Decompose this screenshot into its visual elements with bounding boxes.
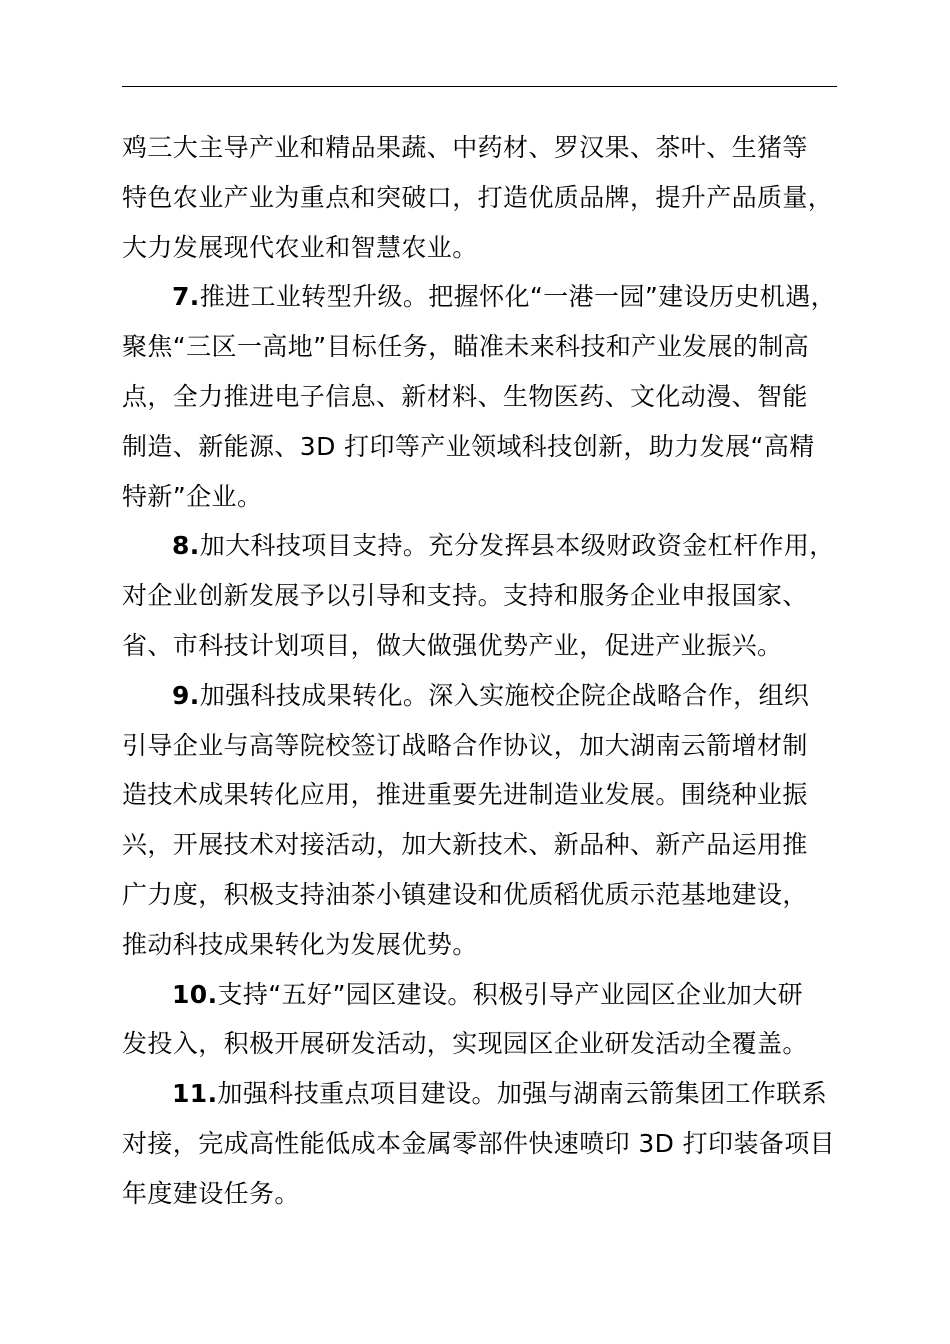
line-text: 加大科技项目支持。充分发挥县本级财政资金杠杆作用，	[199, 531, 835, 561]
text-line	[122, 770, 862, 820]
line-text: 支持“五好”园区建设。积极引导产业园区企业加大研	[217, 979, 804, 1009]
item-number: 9.	[172, 680, 200, 710]
text-line	[122, 571, 862, 621]
text-line	[122, 322, 862, 372]
line-text: 制造、新能源、3D 打印等产业领域科技创新，助力发展“高精	[122, 431, 815, 461]
line-text: 发投入，积极开展研发活动，实现园区企业研发活动全覆盖。	[122, 1029, 808, 1059]
text-line	[122, 721, 862, 771]
text-line	[122, 1169, 862, 1219]
text-line	[122, 372, 862, 422]
text-line	[122, 621, 862, 671]
line-text: 加强科技重点项目建设。加强与湖南云箭集团工作联系	[217, 1079, 828, 1109]
line-text: 推动科技成果转化为发展优势。	[122, 929, 478, 959]
item-number: 7.	[172, 282, 200, 312]
line-text: 引导企业与高等院校签订战略合作协议，加大湖南云箭增材制	[122, 730, 808, 760]
text-line	[122, 173, 862, 223]
line-text: 点，全力推进电子信息、新材料、生物医药、文化动漫、智能	[122, 381, 808, 411]
line-text: 对接，完成高性能低成本金属零部件快速喷印 3D 打印装备项目	[122, 1128, 836, 1158]
line-text: 造技术成果转化应用，推进重要先进制造业发展。围绕种业振	[122, 780, 808, 810]
text-line	[122, 521, 862, 571]
line-text: 广力度，积极支持油茶小镇建设和优质稻优质示范基地建设，	[122, 879, 808, 909]
text-line	[122, 1019, 862, 1069]
line-text: 推进工业转型升级。把握怀化“一港一园”建设历史机遇，	[199, 282, 837, 312]
text-line	[122, 422, 862, 472]
item-number: 10.	[172, 979, 218, 1009]
body-text	[122, 123, 862, 1219]
text-line	[122, 223, 862, 273]
text-line	[122, 820, 862, 870]
item-number: 8.	[172, 531, 200, 561]
line-text: 聚焦“三区一高地”目标任务，瞄准未来科技和产业发展的制高	[122, 332, 810, 362]
line-text: 加强科技成果转化。深入实施校企院企战略合作，组织	[199, 680, 810, 710]
text-line	[122, 123, 862, 173]
line-text: 省、市科技计划项目，做大做强优势产业，促进产业振兴。	[122, 630, 783, 660]
text-line	[122, 970, 862, 1020]
text-line	[122, 1119, 862, 1169]
text-line	[122, 472, 862, 522]
text-line	[122, 671, 862, 721]
header-rule	[122, 86, 837, 87]
line-text: 对企业创新发展予以引导和支持。支持和服务企业申报国家、	[122, 581, 808, 611]
text-line	[122, 920, 862, 970]
line-text: 年度建设任务。	[122, 1178, 300, 1208]
text-line	[122, 1069, 862, 1119]
line-text: 鸡三大主导产业和精品果蔬、中药材、罗汉果、茶叶、生猪等	[122, 133, 808, 162]
line-text: 特新”企业。	[122, 481, 263, 511]
line-text: 兴，开展技术对接活动，加大新技术、新品种、新产品运用推	[122, 830, 808, 860]
line-text: 特色农业产业为重点和突破口，打造优质品牌，提升产品质量，	[122, 182, 834, 212]
item-number: 11.	[172, 1079, 218, 1109]
text-line	[122, 870, 862, 920]
line-text: 大力发展现代农业和智慧农业。	[122, 232, 478, 262]
text-line	[122, 272, 862, 322]
